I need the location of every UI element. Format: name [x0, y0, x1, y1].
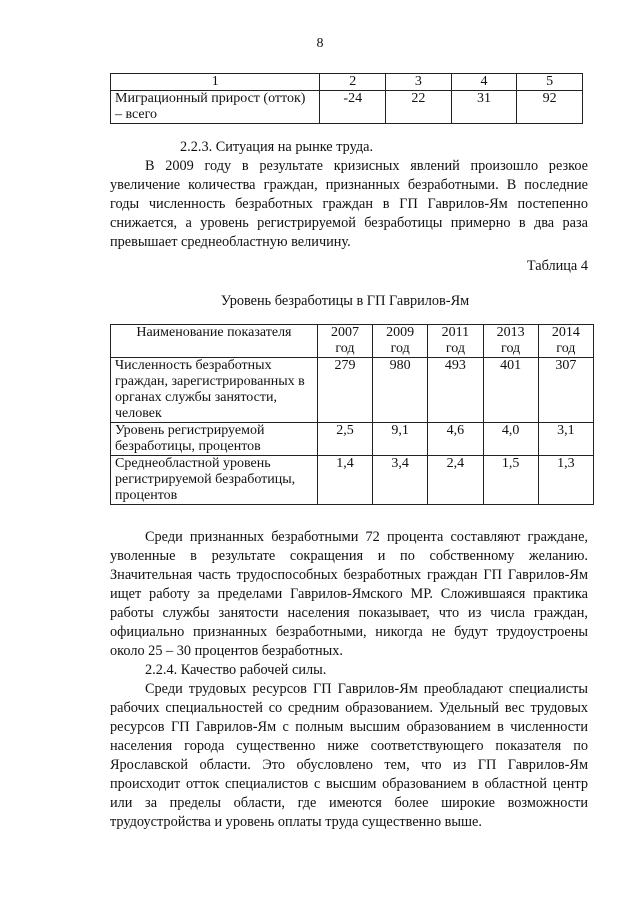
cell-value: 4,0	[483, 423, 538, 456]
cell-value: 31	[451, 91, 517, 124]
cell-value: 493	[428, 358, 483, 423]
table-title: Уровень безработицы в ГП Гаврилов-Ям	[220, 293, 470, 309]
cell-value: -24	[320, 91, 386, 124]
header-year: 2014 год	[538, 325, 593, 358]
table-label: Таблица 4	[526, 258, 588, 274]
column-number: 1	[111, 74, 320, 91]
table-row	[111, 423, 594, 456]
unemployment-table	[110, 324, 594, 505]
cell-value: 9,1	[373, 423, 428, 456]
table-row	[111, 358, 594, 423]
table-row	[111, 456, 594, 505]
table-header-row	[111, 325, 594, 358]
cell-value: 401	[483, 358, 538, 423]
cell-value: 1,3	[538, 456, 593, 505]
header-year: 2013 год	[483, 325, 538, 358]
cell-value: 22	[386, 91, 452, 124]
migration-table	[110, 73, 583, 124]
column-number: 5	[517, 74, 583, 91]
cell-value: 1,4	[317, 456, 372, 505]
paragraph: В 2009 году в результате кризисных явлений произошло резкое увеличение количества граждан, признанных безработными. В последние годы численность безработных граждан в ГП Гаврилов-Ям постепенно снижается, а уровень регистрируемой безработицы примерно в два раза превышает среднеобластную величину.	[110, 158, 588, 250]
row-label: Среднеобластной уровень регистрируемой безработицы, процентов	[111, 456, 318, 505]
paragraph: Среди трудовых ресурсов ГП Гаврилов-Ям преобладают специалисты рабочих специальностей со средним образованием. Удельный вес трудовых ресурсов ГП Гаврилов-Ям с полным высшим образованием в численности населения города существенно ниже соответствующего показателя по Ярославской области. Это обусловлено тем, что из ГП Гаврилов-Ям происходит отток специалистов с высшим образованием в областной центр или за пределы области, где имеются более широкие возможности трудоустройства и уровень оплаты труда существенно выше.	[110, 681, 588, 830]
cell-value: 1,5	[483, 456, 538, 505]
section-heading: 2.2.3. Ситуация на рынке труда.	[180, 139, 374, 155]
cell-value: 307	[538, 358, 593, 423]
header-indicator-name: Наименование показателя	[111, 325, 318, 358]
table-header-row	[111, 74, 583, 91]
cell-value: 3,1	[538, 423, 593, 456]
paragraph: Среди признанных безработными 72 процента составляют граждане, уволенные в результате сокращения и по собственному желанию. Значительная часть трудоспособных безработных граждан ГП Гаврилов-Ям ищет работу за пределами Гаврилов-Ямского МР. Сложившаяся практика работы службы занятости населения показывает, что из числа граждан, официально признанных безработными, никогда не будут трудоустроены около 25 – 30 процентов безработных.	[110, 529, 588, 659]
column-number: 4	[451, 74, 517, 91]
table-row	[111, 91, 583, 124]
cell-value: 2,4	[428, 456, 483, 505]
cell-value: 279	[317, 358, 372, 423]
row-label: Численность безработных граждан, зарегистрированных в органах службы занятости, человек	[111, 358, 318, 423]
row-label: Миграционный прирост (отток) – всего	[111, 91, 320, 124]
cell-value: 980	[373, 358, 428, 423]
header-year: 2007 год	[317, 325, 372, 358]
section-heading: 2.2.4. Качество рабочей силы.	[145, 662, 327, 678]
row-label: Уровень регистрируемой безработицы, процентов	[111, 423, 318, 456]
column-number: 3	[386, 74, 452, 91]
cell-value: 92	[517, 91, 583, 124]
header-year: 2011 год	[428, 325, 483, 358]
column-number: 2	[320, 74, 386, 91]
header-year: 2009 год	[373, 325, 428, 358]
cell-value: 3,4	[373, 456, 428, 505]
cell-value: 4,6	[428, 423, 483, 456]
cell-value: 2,5	[317, 423, 372, 456]
page-number: 8	[316, 36, 324, 51]
